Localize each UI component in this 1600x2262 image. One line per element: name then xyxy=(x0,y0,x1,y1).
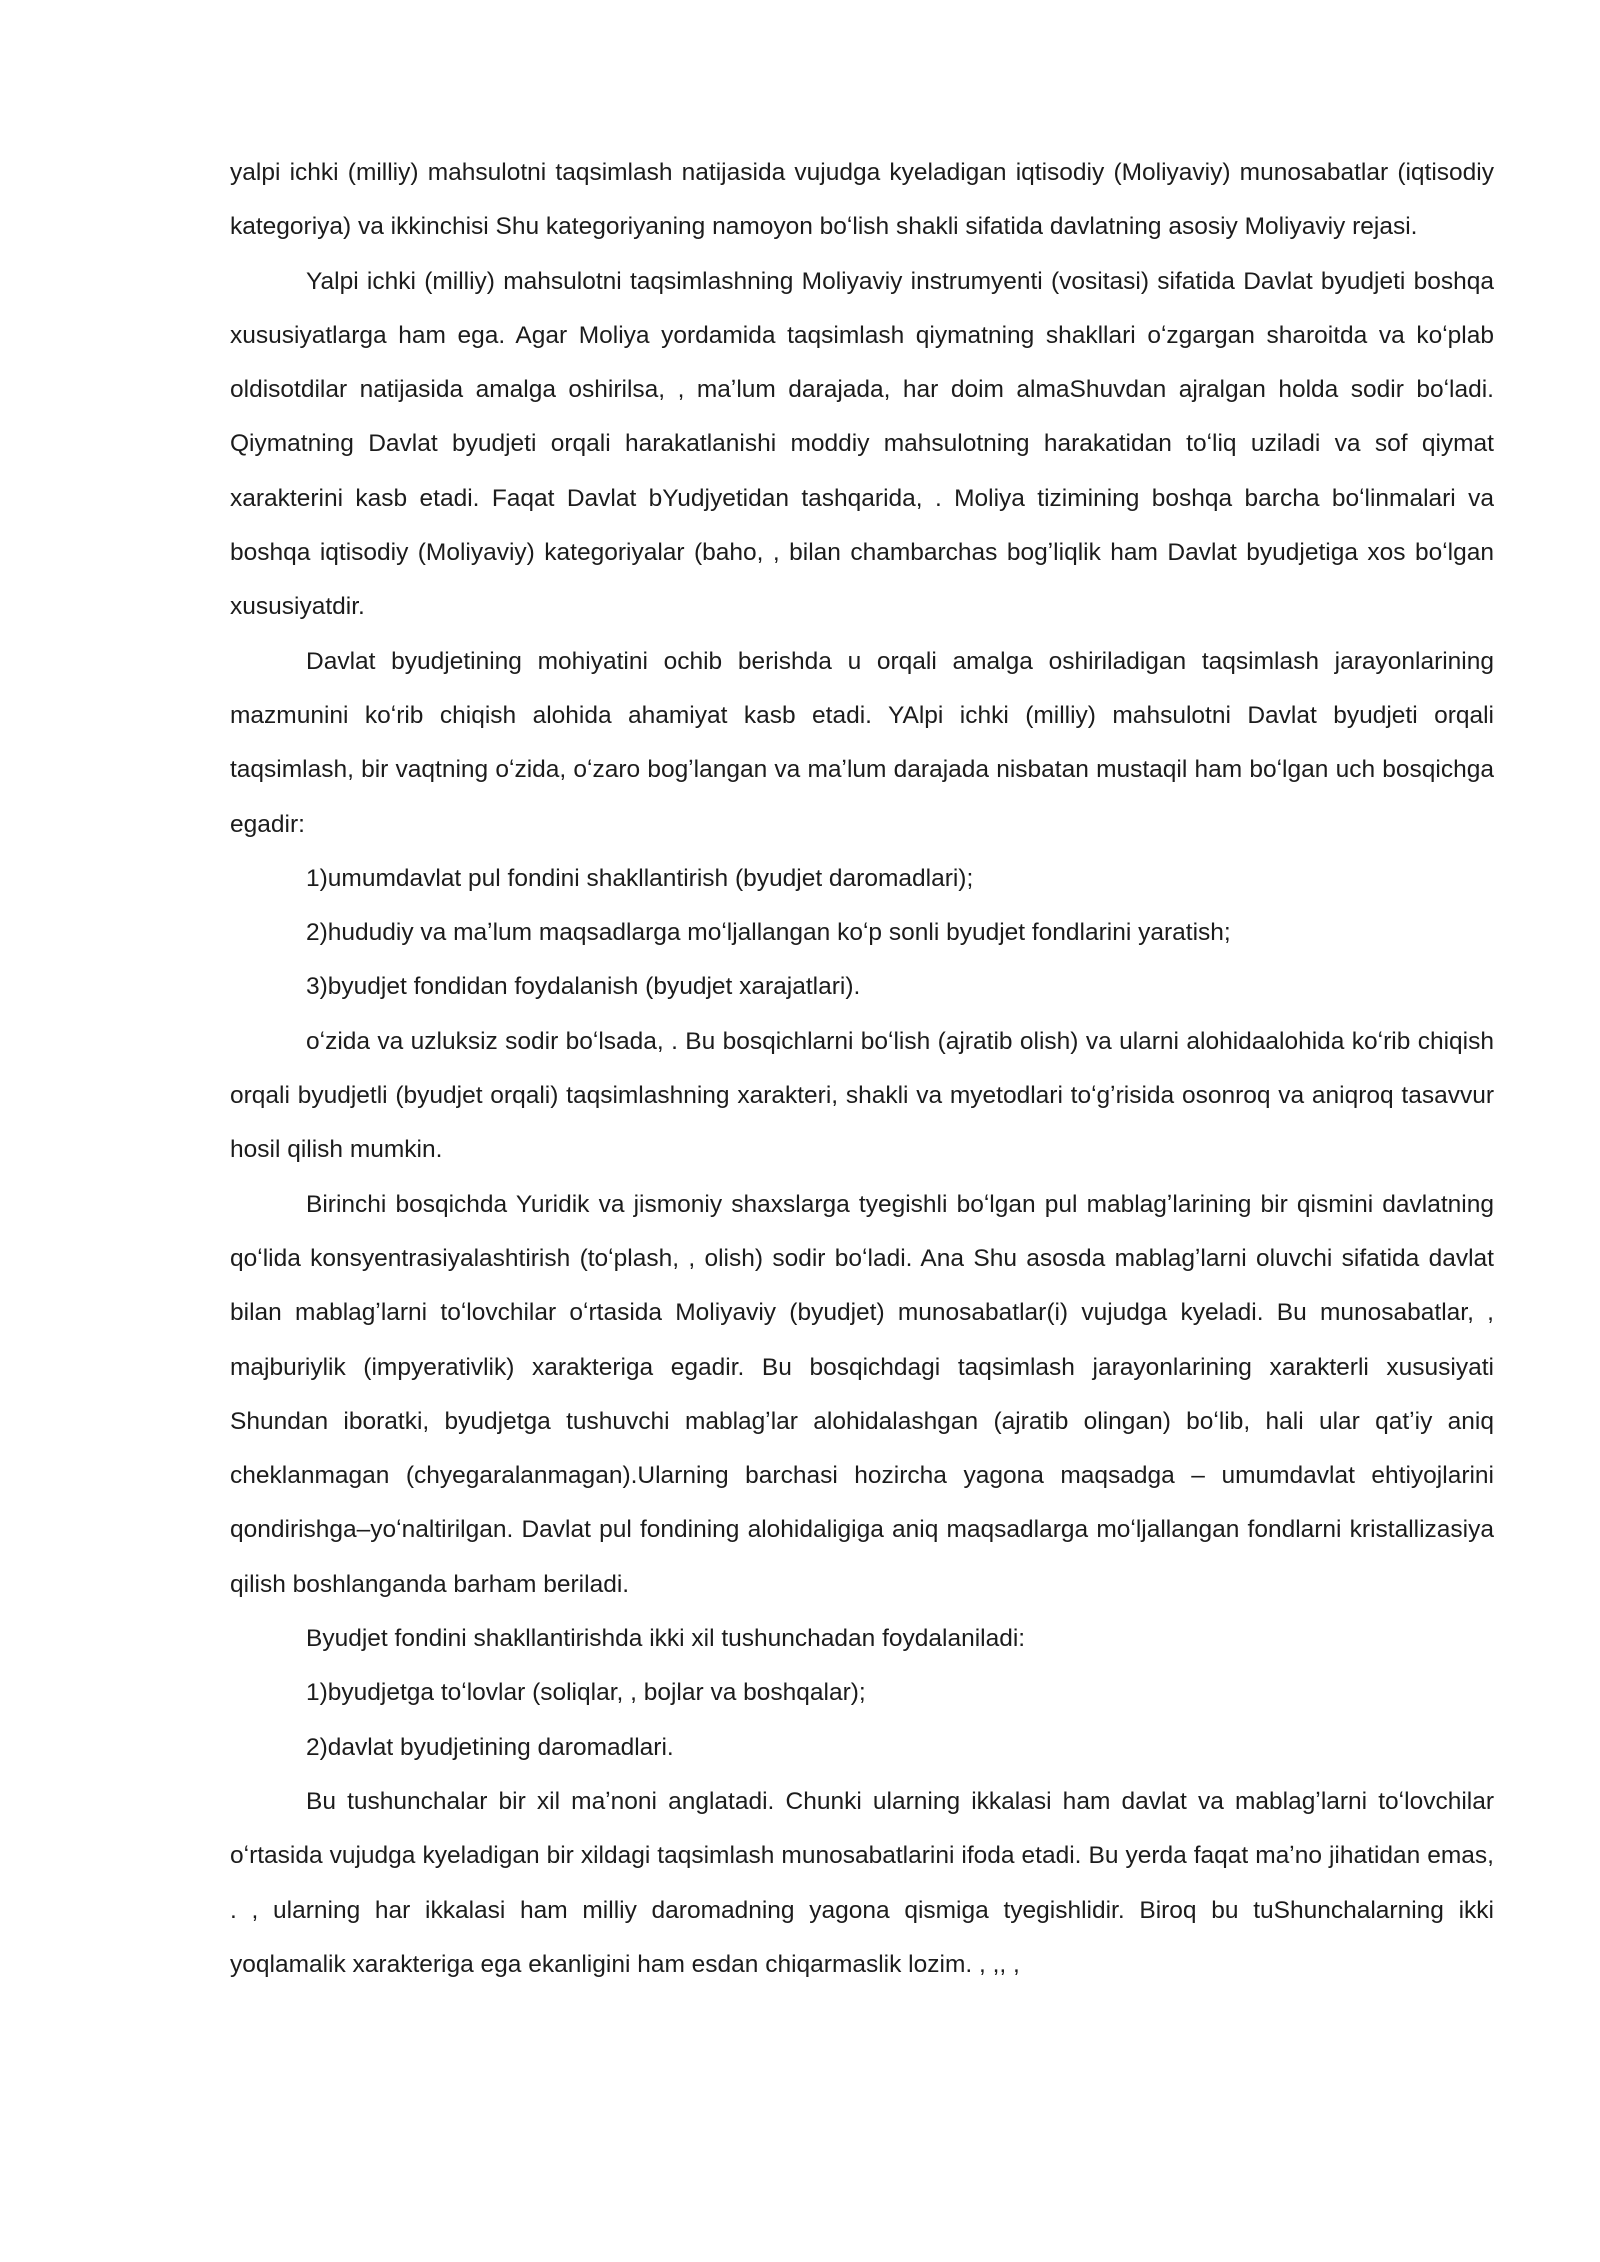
list-item-2: 2)hududiy va maʼlum maqsadlarga moʻljallangan koʻp sonli byudjet fondlarini yaratish; xyxy=(306,919,1231,947)
paragraph-5: Birinchi bosqichda Yuridik va jismoniy shaxslarga tyegishli boʻlgan pul mablagʼlarining bir qismini davlatning qoʻlida konsyentrasiyalashtirish (toʻplash, , olish) sodir boʻladi. Ana Shu asosda mablagʼlarni oluvchi sifatida davlat bilan mablagʼlarni toʻlovchilar oʻrtasida Moliyaviy (byudjet) munosabatlar(i) vujudga kyeladi. Bu munosabatlar, , majburiylik (impyerativlik) xarakteriga egadir. Bu bosqichdagi taqsimlash jarayonlarining xarakterli xususiyati Shundan iboratki, byudjetga tushuvchi mablagʼlar alohidalashgan (ajratib olingan) boʻlib, hali ular qatʼiy aniq cheklanmagan (chyegaralanmagan).Ularning barchasi hozircha yagona maqsadga – umumdavlat ehtiyojlarini qondirishga–yoʻnaltirilgan. Davlat pul fondining alohidaligiga aniq maqsadlarga moʻljallangan fondlarni kristallizasiya qilish boshlanganda barham beriladi. xyxy=(230,1190,1494,1598)
list-item-3: 3)byudjet fondidan foydalanish (byudjet xarajatlari). xyxy=(306,973,861,1001)
list-item-4: 1)byudjetga toʻlovlar (soliqlar, , bojlar va boshqalar); xyxy=(306,1679,866,1707)
document-page xyxy=(230,146,1494,1992)
list-item-1: 1)umumdavlat pul fondini shakllantirish (byudjet daromadlari); xyxy=(306,864,974,892)
paragraph-7: Bu tushunchalar bir xil maʼnoni anglatadi. Chunki ularning ikkalasi ham davlat va mablagʼlarni toʻlovchilar oʻrtasida vujudga kyeladigan bir xildagi taqsimlash munosabatlarini ifoda etadi. Bu yerda faqat maʼno jihatidan emas, . , ularning har ikkalasi ham milliy daromadning yagona qismiga tyegishlidir. Biroq bu tuShunchalarning ikki yoqlamalik xarakteriga ega ekanligini ham esdan chiqarmaslik lozim. , ,, , xyxy=(230,1787,1494,1978)
paragraph-1: yalpi ichki (milliy) mahsulotni taqsimlash natijasida vujudga kyeladigan iqtisodiy (Moliyaviy) munosabatlar (iqtisodiy kategoriya) va ikkinchisi Shu kategoriyaning namoyon boʻlish shakli sifatida davlatning asosiy Moliyaviy rejasi. xyxy=(230,159,1494,241)
paragraph-3: Davlat byudjetining mohiyatini ochib berishda u orqali amalga oshiriladigan taqsimlash jarayonlarining mazmunini koʻrib chiqish alohida ahamiyat kasb etadi. YAlpi ichki (milliy) mahsulotni Davlat byudjeti orqali taqsimlash, bir vaqtning oʻzida, oʻzaro bogʼlangan va maʼlum darajada nisbatan mustaqil ham boʻlgan uch bosqichga egadir: xyxy=(230,647,1494,838)
paragraph-4: oʻzida va uzluksiz sodir boʻlsada, . Bu bosqichlarni boʻlish (ajratib olish) va ularni alohidaalohida koʻrib chiqish orqali byudjetli (byudjet orqali) taqsimlashning xarakteri, shakli va myetodlari toʻgʼrisida osonroq va aniqroq tasavvur hosil qilish mumkin. xyxy=(230,1027,1494,1164)
paragraph-2: Yalpi ichki (milliy) mahsulotni taqsimlashning Moliyaviy instrumyenti (vositasi) sifatida Davlat byudjeti boshqa xususiyatlarga ham ega. Agar Moliya yordamida taqsimlash qiymatning shakllari oʻzgargan sharoitda va koʻplab oldisotdilar natijasida amalga oshirilsa, , maʼlum darajada, har doim almaShuvdan ajralgan holda sodir boʻladi. Qiymatning Davlat byudjeti orqali harakatlanishi moddiy mahsulotning harakatidan toʻliq uziladi va sof qiymat xarakterini kasb etadi. Faqat Davlat bYudjyetidan tashqarida, . Moliya tizimining boshqa barcha boʻlinmalari va boshqa iqtisodiy (Moliyaviy) kategoriyalar (baho, , bilan chambarchas bogʼliqlik ham Davlat byudjetiga xos boʻlgan xususiyatdir. xyxy=(230,267,1494,621)
paragraph-6: Byudjet fondini shakllantirishda ikki xil tushunchadan foydalaniladi: xyxy=(306,1625,1026,1653)
list-item-5: 2)davlat byudjetining daromadlari. xyxy=(306,1733,674,1761)
